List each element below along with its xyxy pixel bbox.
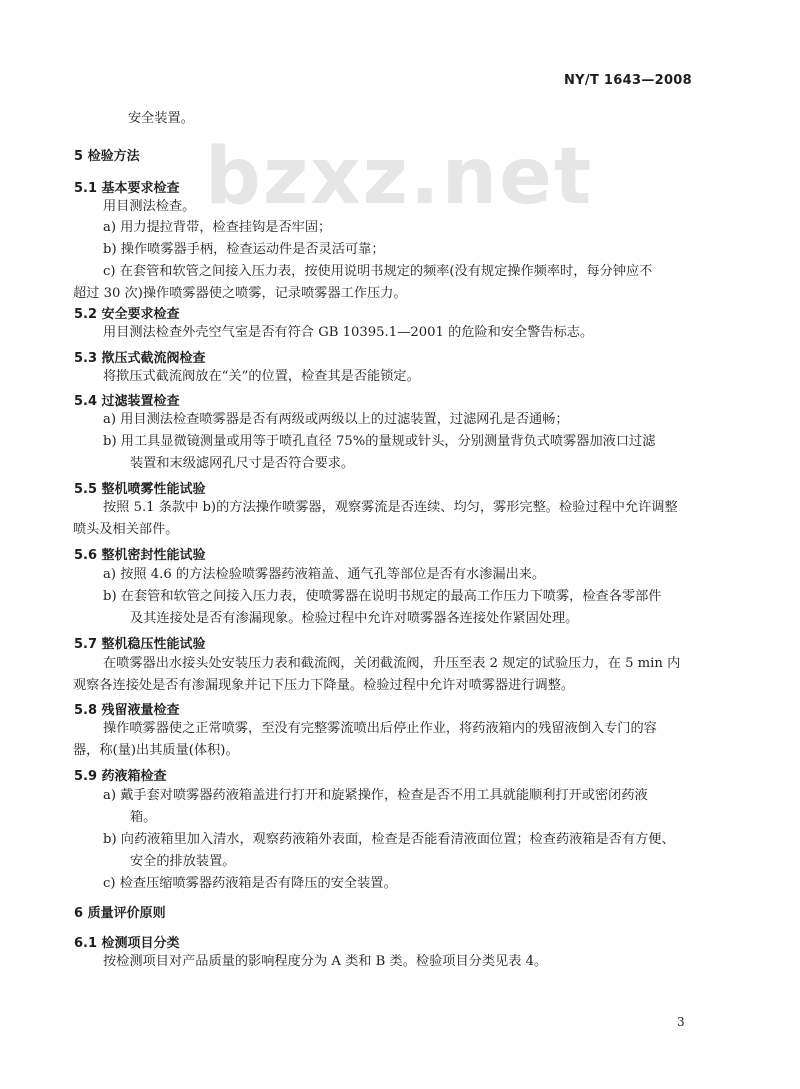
section-heading: 5.7 整机稳压性能试验 [74,637,206,652]
section-heading: 5.1 基本要求检查 [74,181,180,196]
section-heading: 5.3 揿压式截流阀检查 [74,351,206,366]
text-line: 按检测项目对产品质量的影响程度分为 A 类和 B 类。检验项目分类见表 4。 [103,954,548,969]
text-line: 用目测法检查外壳空气室是否有符合 GB 10395.1—2001 的危险和安全警告标志。 [103,325,594,340]
text-line: c) 检查压缩喷雾器药液箱是否有降压的安全装置。 [103,876,397,891]
text-line: b) 操作喷雾器手柄，检查运动件是否灵活可靠； [103,242,385,257]
text-line: 喷头及相关部件。 [73,522,179,537]
text-line: 按照 5.1 条款中 b)的方法操作喷雾器，观察雾流是否连续、均匀，雾形完整。检验过程中允许调整 [103,500,678,515]
text-line: 及其连接处是否有渗漏现象。检验过程中允许对喷雾器各连接处作紧固处理。 [130,611,579,626]
text-line: a) 用目测法检查喷雾器是否有两级或两级以上的过滤装置，过滤网孔是否通畅； [103,412,569,427]
section-heading: 6.1 检测项目分类 [74,936,180,951]
text-line: 观察各连接处是否有渗漏现象并记下压力下降量。检验过程中允许对喷雾器进行调整。 [73,678,575,693]
text-line: b) 在套管和软管之间接入压力表，使喷雾器在说明书规定的最高工作压力下喷雾，检查各零部件 [103,589,662,604]
section-heading: 5 检验方法 [74,149,140,164]
section-heading: 5.5 整机喷雾性能试验 [74,482,206,497]
text-line: 装置和末级滤网孔尺寸是否符合要求。 [130,456,355,471]
standard-number-header: NY/T 1643—2008 [564,73,692,88]
section-heading: 5.6 整机密封性能试验 [74,548,206,563]
section-heading: 5.9 药液箱检查 [74,769,167,784]
text-line: 超过 30 次)操作喷雾器使之喷雾，记录喷雾器工作压力。 [73,286,407,301]
text-line: a) 戴手套对喷雾器药液箱盖进行打开和旋紧操作，检查是否不用工具就能顺利打开或密闭药液 [103,788,648,803]
text-line: 箱。 [130,810,157,825]
section-heading: 5.8 残留液量检查 [74,703,180,718]
text-line: 器，称(量)出其质量(体积)。 [73,743,239,758]
section-heading: 6 质量评价原则 [74,906,166,921]
text-line: 安全装置。 [128,111,194,126]
watermark: bzxz.net [205,132,594,222]
text-line: b) 向药液箱里加入清水，观察药液箱外表面，检查是否能看清液面位置；检查药液箱是否有方便、 [103,832,675,847]
section-heading: 5.2 安全要求检查 [74,307,180,322]
text-line: 安全的排放装置。 [130,854,236,869]
text-line: a) 用力提拉背带，检查挂钩是否牢固； [103,220,332,235]
text-line: b) 用工具显微镜测量或用等于喷孔直径 75%的量规或针头，分别测量背负式喷雾器加液口过滤 [103,434,656,449]
section-heading: 5.4 过滤装置检查 [74,394,180,409]
text-line: 将揿压式截流阀放在“关”的位置，检查其是否能锁定。 [103,369,420,384]
text-line: 用目测法检查。 [103,199,196,214]
page-number: 3 [677,1015,685,1029]
text-line: c) 在套管和软管之间接入压力表，按使用说明书规定的频率(没有规定操作频率时，每分钟应不 [103,264,653,279]
text-line: 在喷雾器出水接头处安装压力表和截流阀，关闭截流阀，升压至表 2 规定的试验压力，在 5 min 内 [103,656,681,671]
text-line: 操作喷雾器使之正常喷雾，至没有完整雾流喷出后停止作业，将药液箱内的残留液倒入专门的容 [103,721,657,736]
text-line: a) 按照 4.6 的方法检验喷雾器药液箱盖、通气孔等部位是否有水渗漏出来。 [103,567,546,582]
